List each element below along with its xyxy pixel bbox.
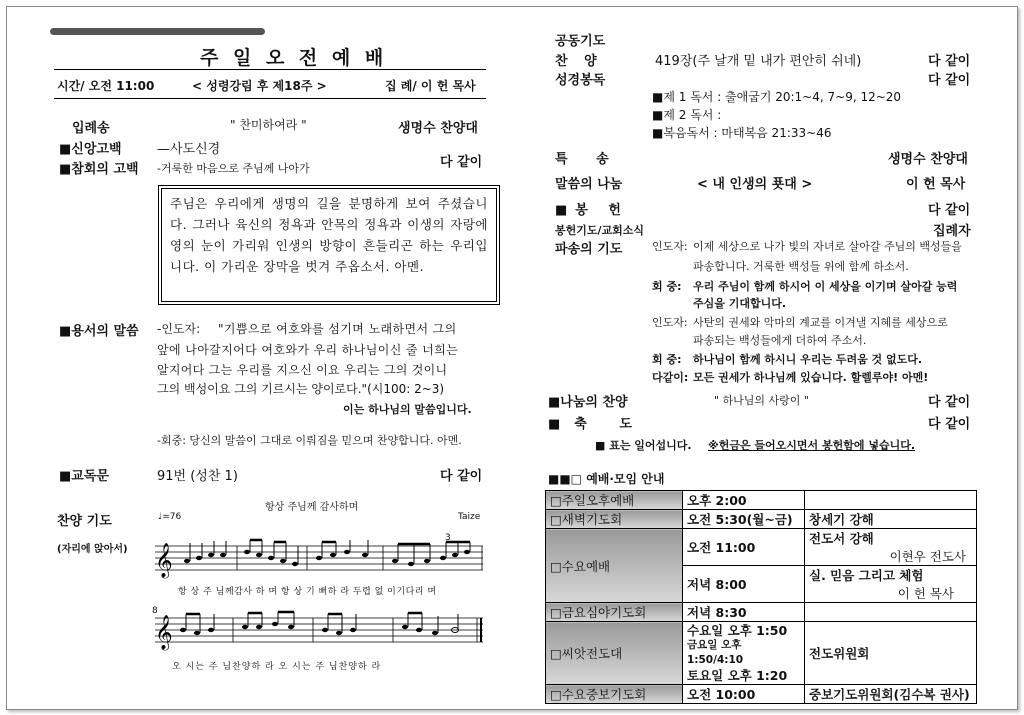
- table-row: [546, 603, 977, 622]
- song-lyrics-2: 오 시는 주 님찬양하 라 오 시는 주 님찬양하 라: [172, 662, 382, 672]
- measure-number: 8: [152, 606, 158, 616]
- music-staff-1: [155, 538, 485, 582]
- liturgical-season: < 성령강림 후 제18주 >: [192, 79, 327, 93]
- schedule-name: □금요심야기도회: [546, 603, 683, 622]
- offering-label: ■봉 헌: [555, 203, 629, 218]
- schedule-detail-cell: [805, 529, 977, 566]
- schedule-time: 오전 10:00: [683, 685, 805, 704]
- schedule-name: □주일오후예배: [546, 491, 683, 510]
- schedule-name: □씨앗전도대: [546, 622, 683, 685]
- sharing-hymn-title: " 하나님의 사랑이 ": [714, 394, 809, 407]
- sending-who-1: 인도자:: [652, 240, 688, 253]
- hymn-label: 찬 양: [555, 54, 603, 69]
- absolution-line-2: 앞에 나아갈지어다 여호와가 우리 하나님이신 줄 너희는: [157, 343, 459, 357]
- praise-prayer-label: 찬양 기도: [57, 514, 112, 529]
- offering-prayer-label: 봉헌기도/교회소식: [555, 224, 645, 237]
- table-row: [546, 622, 977, 685]
- table-row: [546, 491, 977, 510]
- schedule-detail: [805, 491, 977, 510]
- absolution-leader-prefix: -인도자:: [157, 322, 201, 336]
- table-row: [546, 529, 977, 566]
- sending-who-2: 회 중:: [652, 280, 682, 293]
- schedule-detail-cell: [805, 566, 977, 603]
- absolution-label: ■용서의 말씀: [59, 324, 139, 339]
- offering-right: 다 같이: [928, 203, 971, 218]
- music-staff-2: [155, 610, 485, 654]
- sending-line-1b: 파송합니다. 거룩한 백성들 위에 함께 하소서.: [693, 260, 909, 273]
- title-bar-decoration: [50, 28, 265, 35]
- confession-label: ■참회의 고백: [59, 162, 139, 177]
- schedule-time: 저녁 8:00: [683, 566, 805, 603]
- schedule-detail-2: 이 헌 목사: [897, 586, 954, 601]
- schedule-time-cell: [683, 622, 805, 685]
- sermon-label: 말씀의 나눔: [555, 177, 623, 192]
- special-song-label: 특 송: [555, 152, 621, 167]
- schedule-name: □새벽기도회: [546, 510, 683, 529]
- sermon-title: < 내 인생의 푯대 >: [697, 177, 813, 192]
- confession-text: -거룩한 마음으로 주님께 나아가: [157, 162, 310, 175]
- schedule-detail: [805, 603, 977, 622]
- sending-line-2a: 우리 주님이 함께 하시어 이 세상을 이기며 살아갈 능력: [693, 280, 958, 293]
- sending-line-3b: 파송되는 백성들에게 더하여 주소서.: [693, 334, 867, 347]
- table-row: [546, 510, 977, 529]
- officiant: 집 례/ 이 헌 목사: [385, 79, 476, 93]
- schedule-detail: 전도위원회: [805, 622, 977, 685]
- schedule-time: 오전 11:00: [683, 529, 805, 566]
- schedule-detail: 전도서 강해: [809, 531, 874, 546]
- schedule-detail: 실. 믿음 그리고 체험: [809, 568, 924, 583]
- table-row: [546, 685, 977, 704]
- word-of-god: 이는 하나님의 말씀입니다.: [343, 403, 472, 416]
- svg-text:𝄞: 𝄞: [155, 543, 173, 578]
- sending-line-3a: 사탄의 권세와 악마의 계교를 이겨낼 지혜를 세상으로: [693, 316, 948, 329]
- sending-line-2b: 주심을 기대합니다.: [693, 297, 787, 310]
- opening-hymn-title: " 찬미하여라 ": [230, 118, 307, 132]
- schedule-detail: 창세기 강해: [805, 510, 977, 529]
- schedule-detail: 중보기도위원회(김수복 권사): [805, 685, 977, 704]
- triplet-mark: 3: [445, 533, 451, 543]
- schedule-name: □수요중보기도회: [546, 685, 683, 704]
- absolution-congregation: -회중: 당신의 말씀이 그대로 이뤄짐을 믿으며 찬양합니다. 아멘.: [157, 434, 462, 447]
- schedule-time: 저녁 8:30: [683, 603, 805, 622]
- absolution-line-3: 알지어다 그는 우리를 지으신 이요 우리는 그의 것이니: [157, 363, 448, 377]
- schedule-detail-2: 이현우 전도사: [889, 549, 966, 564]
- absolution-line-4: 그의 백성이요 그의 기르시는 양이로다."(시100: 2~3): [157, 382, 445, 396]
- header-rule: [54, 98, 486, 99]
- page-title: 주 일 오 전 예 배: [200, 47, 388, 69]
- benediction-label: ■축 도: [548, 417, 646, 432]
- song-tempo: ♩=76: [158, 512, 182, 522]
- benediction-right: 다 같이: [928, 417, 971, 432]
- hymn-text: 419장(주 날개 밑 내가 편안히 쉬네): [655, 54, 862, 69]
- song-composer: Taize: [458, 512, 481, 522]
- sending-who-3: 인도자:: [652, 316, 688, 329]
- sending-line-1a: 이제 세상으로 나가 빛의 자녀로 살아갈 주님의 백성들을: [693, 240, 962, 253]
- song-title: 항상 주님께 감사하며: [265, 502, 359, 513]
- sermon-preacher: 이 헌 목사: [906, 177, 966, 192]
- confession-right: 다 같이: [440, 155, 483, 170]
- schedule-table: [545, 490, 977, 704]
- special-song-right: 생명수 찬양대: [888, 152, 968, 167]
- creed-text: —사도신경: [157, 142, 221, 157]
- sharing-hymn-label: ■나눔의 찬양: [548, 395, 628, 410]
- svg-text:𝄞: 𝄞: [155, 615, 173, 650]
- fellowship-label: ■교독문: [59, 469, 109, 484]
- opening-hymn-label: 입례송: [72, 121, 110, 136]
- opening-hymn-choir: 생명수 찬양대: [398, 121, 478, 136]
- lesson-1: ■제 1 독서 : 출애굽기 20:1~4, 7~9, 12~20: [652, 90, 902, 104]
- sending-prayer-label: 파송의 기도: [555, 242, 623, 257]
- common-prayer-label: 공동기도: [555, 34, 606, 49]
- schedule-time: 수요일 오후 1:50: [687, 623, 788, 638]
- sending-line-5a: 모든 권세가 하나님께 있습니다. 할렐루야! 아멘!: [693, 371, 929, 384]
- schedule-time: 토요일 오후 1:20: [687, 668, 788, 683]
- sharing-hymn-right: 다 같이: [928, 395, 971, 410]
- standing-note: ■ 표는 일어섭니다.: [595, 439, 692, 452]
- sending-who-4: 회 중:: [652, 353, 682, 366]
- reading-right: 다 같이: [928, 73, 971, 88]
- schedule-time: 금요일 오후 1:50/4:10: [687, 639, 744, 666]
- sending-line-4a: 하나님이 함께 하시니 우리는 두려움 것 없도다.: [693, 353, 923, 366]
- creed-label: ■신앙고백: [59, 142, 122, 157]
- reading-label: 성경봉독: [555, 73, 606, 88]
- schedule-time: 오전 5:30(월~금): [683, 510, 805, 529]
- absolution-line-1: "기쁨으로 여호와를 섬기며 노래하면서 그의: [218, 322, 457, 336]
- offering-note: ※헌금은 들어오시면서 봉헌함에 넣습니다.: [708, 439, 916, 452]
- praise-prayer-sub: (자리에 앉아서): [57, 544, 128, 555]
- offering-prayer-right: 집례자: [933, 224, 971, 239]
- confession-prayer-box: 주님은 우리에게 생명의 길을 분명하게 보여 주셨습니다. 그러나 육신의 정욕과 안목의 정욕과 이생의 자랑에 영의 눈이 가리워 인생의 방향이 흔들리곤 하는 우리입니다. 이 가리운 장막을 벗겨 주옵소서. 아멘.: [161, 188, 497, 302]
- schedule-time: 오후 2:00: [683, 491, 805, 510]
- title-rule: [54, 69, 486, 70]
- lesson-2: ■제 2 독서 :: [652, 108, 722, 122]
- lesson-3: ■복음독서 : 마태복음 21:33~46: [652, 126, 832, 140]
- service-time: 시간/ 오전 11:00: [57, 79, 155, 93]
- song-lyrics-1: 항 상 주 님께감사 하 며 항 상 기 뻐하 라 두렵 없 이기다리 며: [178, 587, 437, 597]
- sending-who-5: 다같이:: [652, 371, 689, 384]
- hymn-right: 다 같이: [928, 54, 971, 69]
- schedule-header: ■■□ 예배·모임 안내: [548, 472, 665, 486]
- schedule-name: □수요예배: [546, 529, 683, 603]
- fellowship-text: 91번 (성찬 1): [157, 469, 238, 484]
- fellowship-right: 다 같이: [440, 469, 483, 484]
